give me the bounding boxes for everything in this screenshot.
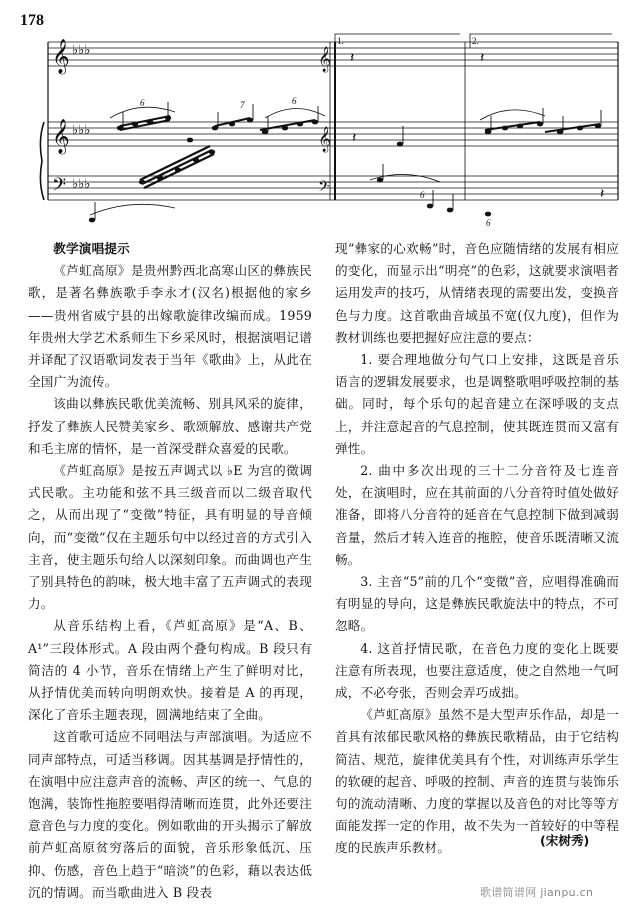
page-number: 178 xyxy=(20,12,44,29)
left-text-column xyxy=(28,238,312,904)
paragraph: 从音乐结构上看，《芦虹高原》是“A、B、A¹”三段体形式。A 段由两个叠句构成。B 段只有简洁的 4 小节，音乐在情绪上产生了鲜明对比，从抒情优美而转向明朗欢快。接着是 A 的再现，深化了音乐主题表现，圆满地结束了全曲。 xyxy=(28,618,312,723)
paragraph: 这首歌可适应不同唱法与声部演唱。为适应不同声部特点，可适当移调。因其基调是抒情性的，在演唱中应注意声音的流畅、声区的统一、气息的饱满，装饰性拖腔要唱得清晰而连贯，此外还要注意音色与力度的变化。例如歌曲的开头揭示了解放前芦虹高原贫穷落后的面貌，音乐形象低沉、压抑、伤感，音色上趋于“暗淡”的色彩，藉以表达低沉的情调。而当歌曲进入 B 段表 xyxy=(28,729,312,900)
tuplet-label: 6 xyxy=(486,218,491,228)
svg-text:𝄽: 𝄽 xyxy=(480,50,485,66)
svg-text:♭♭♭: ♭♭♭ xyxy=(72,43,91,58)
paragraph: 1. 要合理地做分句气口上安排，这既是音乐语言的逻辑发展要求，也是调整歌唱呼吸控制的基础。同时，每个乐句的起音建立在深呼吸的支点上，并注意起音的气息控制，使其既连贯而又富有弹性。 xyxy=(335,352,619,456)
right-text-column xyxy=(335,238,619,860)
volta-2-label: 2. xyxy=(472,36,479,46)
svg-text:♭♭♭: ♭♭♭ xyxy=(72,123,91,138)
svg-text:𝄢: 𝄢 xyxy=(52,175,67,200)
paragraph: 2. 曲中多次出现的三十二分音符及七连音处，在演唱时，应在其前面的八分音符时值处做好准备，即将八分音符的延音在气息控制下做到减弱音量，然后才转入连音的拖腔，使音乐既清晰又流畅。 xyxy=(335,463,619,567)
paragraph: 现“彝家的心欢畅”时，音色应随情绪的发展有相应的变化，而显示出“明亮”的色彩，这就要求演唱者运用发声的技巧，从情绪表现的需要出发，变换音色与力度。这首歌曲音域虽不宽(仅九度)，但作为教材训练也要把握好应注意的要点： xyxy=(335,241,619,345)
watermark: 歌谱简谱网 jianpu.cn xyxy=(480,886,594,899)
paragraph: 《芦虹高原》是按五声调式以 ♭E 为宫的徵调式民歌。主功能和弦不具三级音而以二级音取代之，从而出现了“变徵”特征，具有明显的导音倾向，而“变徵”仅在主题乐句中以经过音的方式引入主音，使主题乐句给人以深刻印象。而曲调也产生了别具特色的韵味，极大地丰富了五声调式的表现力。 xyxy=(28,463,312,612)
section-heading: 教学演唱提示 xyxy=(53,241,130,256)
paragraph: 该曲以彝族民歌优美流畅、别具风采的旋律，抒发了彝族人民赞美家乡、歌颂解放、感谢共产党和毛主席的情怀，是一首深受群众喜爱的民歌。 xyxy=(28,396,312,456)
svg-text:𝄞: 𝄞 xyxy=(52,39,70,74)
paragraph: 3. 主音“5”前的几个“变徵”音，应唱得准确而有明显的导向，这是彝族民歌旋法中的特点，不可忽略。 xyxy=(335,574,619,634)
tuplet-label: 7 xyxy=(240,100,245,110)
tuplet-label: 6 xyxy=(420,190,425,200)
music-score xyxy=(0,30,640,240)
svg-text:♭♭♭: ♭♭♭ xyxy=(72,177,91,192)
author-credit: (宋树秀) xyxy=(540,833,590,848)
svg-text:𝄞: 𝄞 xyxy=(318,47,332,72)
svg-text:𝄞: 𝄞 xyxy=(318,127,332,152)
svg-text:𝄽: 𝄽 xyxy=(352,130,357,146)
paragraph: 《芦虹高原》是贵州黔西北高寒山区的彝族民歌，是著名彝族歌手李永才(汉名)根据他的家乡——贵州省威宁县的出嫁歌旋律改编而成。1959 年贵州大学艺术系师生下乡采风时，根据演唱记谱并译配了汉语歌词发表于当年《歌曲》上，从此在全国广为流传。 xyxy=(28,263,312,390)
volta-1-label: 1. xyxy=(337,36,344,46)
paragraph: 《芦虹高原》虽然不是大型声乐作品，却是一首具有浓郁民歌风格的彝族民歌精品，由于它结构简洁、规范，旋律优美具有个性，对训练声乐学生的软硬的起音、呼吸的控制、声音的连贯与装饰乐句的流动清晰、力度的掌握以及音色的对比等等方面能发挥一定的作用，故不失为一首较好的中等程度的民族声乐教材。 xyxy=(335,707,619,856)
svg-text:𝄞: 𝄞 xyxy=(52,119,70,154)
paragraph: 4. 这首抒情民歌，在音色力度的变化上既要注意有所表现，也要注意适度，使之自然地一气呵成，不必夸张，否则会弄巧成拙。 xyxy=(335,640,619,701)
svg-text:𝄽: 𝄽 xyxy=(600,186,605,202)
tuplet-label: 6 xyxy=(292,96,297,106)
svg-text:𝄢: 𝄢 xyxy=(318,178,330,199)
svg-text:𝄽: 𝄽 xyxy=(350,50,355,66)
tuplet-label: 6 xyxy=(140,98,145,108)
